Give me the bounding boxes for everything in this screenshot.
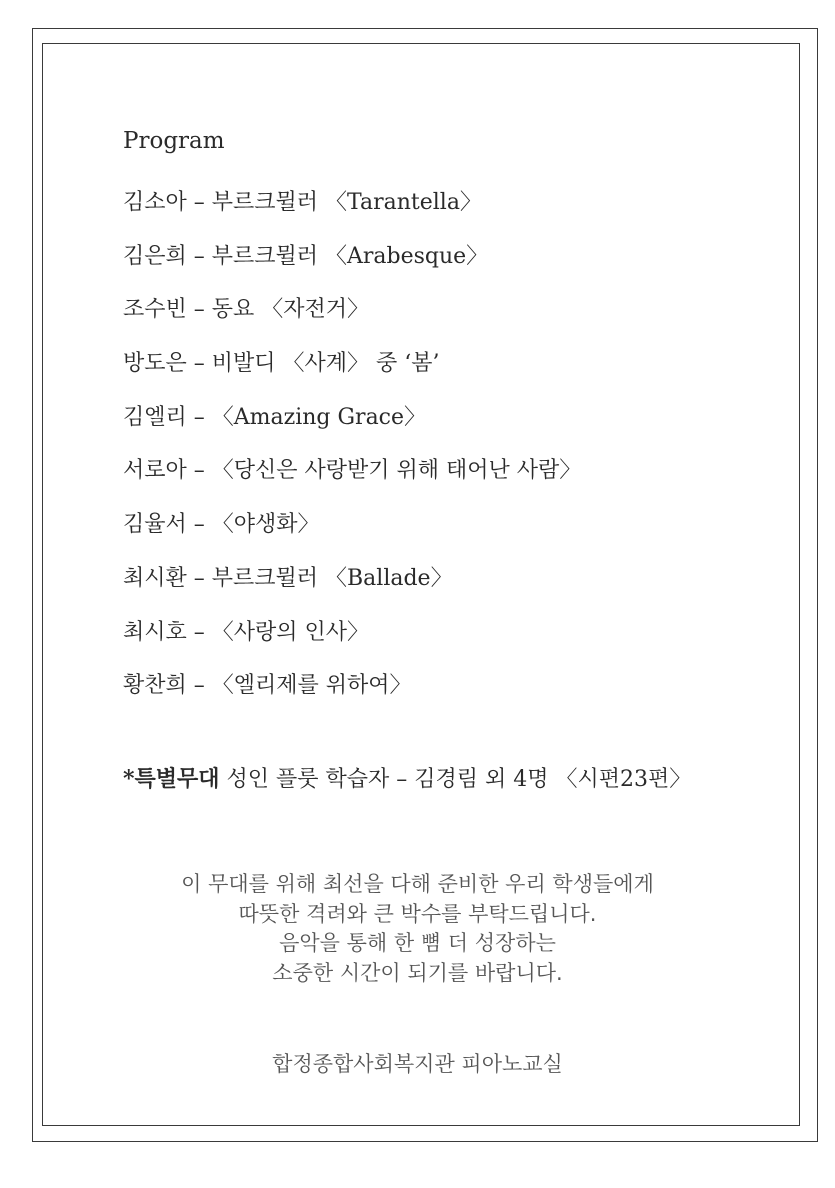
- organizer: 합정종합사회복지관 피아노교실: [272, 1052, 563, 1076]
- message-line: 따뜻한 격려와 큰 박수를 부탁드립니다.: [238, 901, 597, 926]
- program-item: 김율서 – 〈야생화〉: [123, 512, 320, 538]
- special-performance: [123, 762, 691, 793]
- program-item: 서로아 – 〈당신은 사랑받기 위해 태어난 사람〉: [123, 458, 582, 484]
- special-text: 성인 플룻 학습자 – 김경림 외 4명 〈시편23편〉: [219, 767, 692, 792]
- message-line: 소중한 시간이 되기를 바랍니다.: [272, 960, 563, 985]
- program-item: 조수빈 – 동요 〈자전거〉: [123, 297, 369, 323]
- program-item: 황찬희 – 〈엘리제를 위하여〉: [123, 673, 412, 699]
- closing-message: [0, 870, 835, 988]
- program-item: 최시환 – 부르크뮐러 〈Ballade〉: [123, 565, 453, 591]
- program-item: 방도은 – 비발디 〈사계〉 중 ‘봄’: [123, 351, 440, 377]
- message-line: 이 무대를 위해 최선을 다해 준비한 우리 학생들에게: [181, 872, 654, 896]
- message-line: 음악을 통해 한 뼘 더 성장하는: [279, 931, 556, 955]
- program-item: 최시호 – 〈사랑의 인사〉: [123, 619, 369, 645]
- program-list: [123, 186, 581, 723]
- program-heading: Program: [123, 128, 225, 154]
- special-label: *특별무대: [123, 766, 220, 792]
- program-item: 김은희 – 부르크뮐러 〈Arabesque〉: [123, 243, 489, 269]
- program-item: 김엘리 – 〈Amazing Grace〉: [123, 404, 427, 430]
- program-item: 김소아 – 부르크뮐러 〈Tarantella〉: [123, 190, 482, 215]
